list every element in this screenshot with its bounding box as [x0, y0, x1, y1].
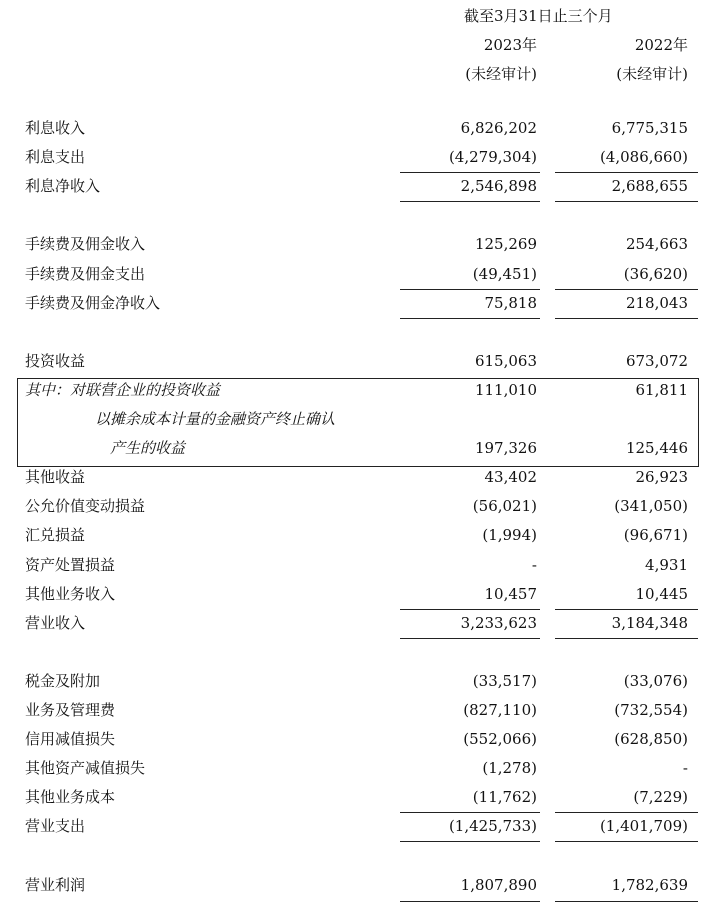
row-label: 其他资产减值损失 — [25, 759, 146, 778]
underline — [400, 318, 540, 319]
value-2022: (96,671) — [623, 526, 688, 545]
value-2022: 218,043 — [625, 293, 688, 312]
underline — [555, 318, 698, 319]
value-2022: (7,229) — [633, 788, 688, 807]
row-label: 税金及附加 — [25, 671, 101, 690]
underline — [555, 201, 698, 202]
table-row — [0, 405, 713, 434]
table-row — [0, 114, 713, 143]
table-row — [0, 725, 713, 754]
value-2022: (732,554) — [614, 701, 688, 719]
value-2022: (33,076) — [623, 671, 688, 690]
value-2023: 75,818 — [484, 293, 537, 312]
value-2022: 673,072 — [625, 351, 688, 370]
row-label: 手续费及佣金收入 — [25, 235, 146, 254]
row-label: 汇兑损益 — [25, 526, 86, 545]
table-row — [0, 667, 713, 696]
value-2023: (1,425,733) — [448, 817, 537, 836]
value-2022: (4,086,660) — [599, 148, 688, 167]
row-label: 信用减值损失 — [25, 730, 116, 749]
table-row — [0, 812, 713, 841]
row-label: 其他业务成本 — [25, 788, 116, 807]
value-2023: 3,233,623 — [460, 613, 537, 632]
row-label: 手续费及佣金支出 — [25, 264, 146, 283]
value-2022: 2,688,655 — [611, 177, 688, 196]
row-label: 利息支出 — [25, 148, 86, 167]
row-label: 手续费及佣金净收入 — [25, 293, 161, 312]
value-2023: (4,279,304) — [448, 148, 537, 167]
value-2023: 43,402 — [484, 468, 537, 487]
table-row — [0, 580, 713, 609]
underline — [400, 638, 540, 639]
value-2022: 4,931 — [645, 555, 688, 574]
unaudited-note-2023: (未经审计) — [465, 65, 537, 83]
value-2023: (33,517) — [472, 671, 537, 690]
row-label: 投资收益 — [25, 351, 86, 370]
unaudited-note-2022: (未经审计) — [616, 65, 688, 83]
year-2023-header: 2023年 — [483, 36, 537, 54]
underline — [400, 201, 540, 202]
row-label: 其他业务收入 — [25, 584, 116, 603]
value-2023: 111,010 — [474, 380, 537, 399]
value-2023: (1,994) — [482, 526, 537, 545]
row-label: 业务及管理费 — [25, 701, 116, 719]
value-2023: (56,021) — [472, 497, 537, 516]
value-2023: 197,326 — [474, 439, 537, 458]
value-2022: (36,620) — [623, 264, 688, 283]
value-2023: (827,110) — [463, 701, 537, 719]
table-row — [0, 172, 713, 201]
table-row — [0, 230, 713, 259]
row-label: 其中：对联营企业的投资收益 — [25, 380, 221, 399]
row-label: 营业利润 — [25, 875, 86, 894]
row-label: 利息收入 — [25, 119, 86, 137]
underline — [400, 901, 540, 902]
row-label: 营业支出 — [25, 817, 86, 836]
table-row — [0, 434, 713, 463]
value-2022: (1,401,709) — [599, 817, 688, 836]
value-2023: 615,063 — [474, 351, 537, 370]
value-2023: - — [531, 555, 537, 574]
value-2023: (49,451) — [472, 264, 537, 283]
value-2022: - — [682, 759, 688, 778]
period-header: 截至3月31日止三个月 — [464, 7, 613, 25]
row-label: 以摊余成本计量的金融资产终止确认 — [95, 410, 336, 428]
value-2022: 125,446 — [625, 439, 688, 458]
value-2022: 61,811 — [635, 380, 688, 399]
underline — [555, 638, 698, 639]
row-label: 产生的收益 — [110, 439, 186, 458]
value-2022: 26,923 — [635, 468, 688, 487]
table-row — [0, 871, 713, 900]
table-row — [0, 609, 713, 638]
value-2023: 6,826,202 — [460, 119, 537, 137]
value-2022: 6,775,315 — [611, 119, 688, 137]
value-2022: 3,184,348 — [611, 613, 688, 632]
underline — [555, 841, 698, 842]
value-2022: (628,850) — [614, 730, 688, 749]
table-row — [0, 376, 713, 405]
row-label: 资产处置损益 — [25, 555, 116, 574]
value-2023: 125,269 — [474, 235, 537, 254]
table-row — [0, 347, 713, 376]
table-row — [0, 143, 713, 172]
table-row — [0, 492, 713, 521]
table-row — [0, 551, 713, 580]
value-2023: 2,546,898 — [460, 177, 537, 196]
table-row — [0, 783, 713, 812]
table-row — [0, 463, 713, 492]
value-2023: 1,807,890 — [460, 875, 537, 894]
table-row — [0, 289, 713, 318]
value-2023: (552,066) — [463, 730, 537, 749]
row-label: 公允价值变动损益 — [25, 497, 146, 516]
value-2023: (11,762) — [472, 788, 537, 807]
value-2022: 1,782,639 — [611, 875, 688, 894]
value-2022: 10,445 — [635, 584, 688, 603]
table-row — [0, 754, 713, 783]
value-2022: (341,050) — [614, 497, 688, 516]
table-row — [0, 696, 713, 725]
value-2022: 254,663 — [625, 235, 688, 254]
row-label: 其他收益 — [25, 468, 86, 487]
year-2022-header: 2022年 — [634, 36, 688, 54]
underline — [400, 841, 540, 842]
value-2023: 10,457 — [484, 584, 537, 603]
value-2023: (1,278) — [482, 759, 537, 778]
row-label: 营业收入 — [25, 613, 86, 632]
table-row — [0, 260, 713, 289]
underline — [555, 901, 698, 902]
table-row — [0, 521, 713, 550]
row-label: 利息净收入 — [25, 177, 101, 196]
